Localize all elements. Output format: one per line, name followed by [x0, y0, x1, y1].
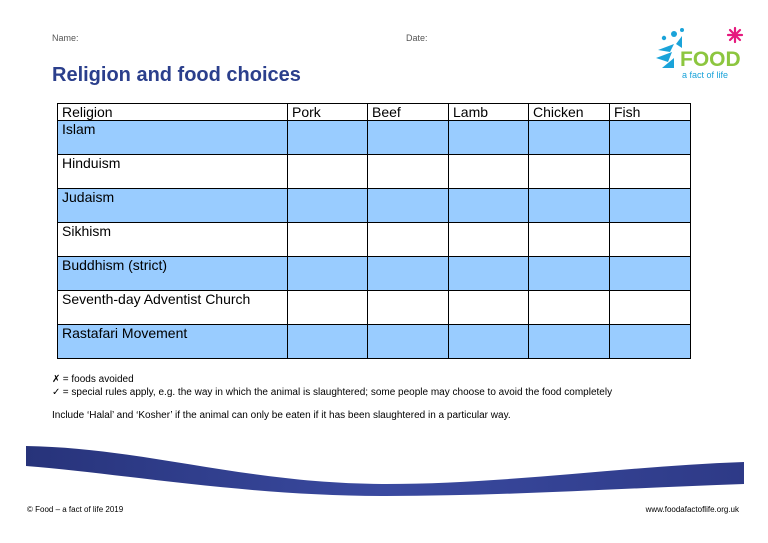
answer-cell[interactable]	[449, 121, 529, 155]
religion-cell: Seventh-day Adventist Church	[58, 291, 288, 325]
answer-cell[interactable]	[368, 223, 449, 257]
answer-cell[interactable]	[529, 325, 610, 359]
logo-word: FOOD	[680, 48, 741, 71]
footer-url[interactable]: www.foodafactoflife.org.uk	[645, 505, 739, 514]
answer-cell[interactable]	[529, 223, 610, 257]
column-header-chicken: Chicken	[529, 104, 610, 121]
column-header-pork: Pork	[288, 104, 368, 121]
answer-cell[interactable]	[529, 189, 610, 223]
religion-cell: Buddhism (strict)	[58, 257, 288, 291]
answer-cell[interactable]	[610, 325, 691, 359]
column-header-religion: Religion	[58, 104, 288, 121]
logo-tagline: a fact of life	[682, 70, 729, 80]
key-avoided	[52, 373, 612, 386]
religion-cell: Hinduism	[58, 155, 288, 189]
cross-icon: ✗	[52, 374, 61, 385]
tick-icon: ✓	[52, 387, 61, 398]
answer-cell[interactable]	[288, 291, 368, 325]
answer-cell[interactable]	[610, 223, 691, 257]
answer-cell[interactable]	[368, 291, 449, 325]
food-a-fact-of-life-logo	[652, 22, 744, 86]
answer-cell[interactable]	[288, 257, 368, 291]
answer-cell[interactable]	[368, 325, 449, 359]
decorative-wave	[26, 444, 744, 496]
key-special-text: = special rules apply, e.g. the way in which the animal is slaughtered; some people may choose to avoid the food completely	[60, 387, 613, 398]
column-header-lamb: Lamb	[449, 104, 529, 121]
table-header-row	[58, 104, 691, 121]
answer-cell[interactable]	[529, 121, 610, 155]
answer-cell[interactable]	[449, 223, 529, 257]
answer-cell[interactable]	[288, 121, 368, 155]
answer-cell[interactable]	[610, 121, 691, 155]
religion-cell: Rastafari Movement	[58, 325, 288, 359]
table-row	[58, 155, 691, 189]
answer-cell[interactable]	[288, 223, 368, 257]
answer-cell[interactable]	[449, 325, 529, 359]
table-row	[58, 257, 691, 291]
page-title: Religion and food choices	[52, 64, 301, 86]
answer-cell[interactable]	[449, 189, 529, 223]
table-row	[58, 189, 691, 223]
answer-cell[interactable]	[529, 291, 610, 325]
answer-cell[interactable]	[610, 291, 691, 325]
answer-cell[interactable]	[449, 291, 529, 325]
name-label: Name:	[52, 33, 79, 43]
answer-cell[interactable]	[288, 189, 368, 223]
answer-cell[interactable]	[610, 257, 691, 291]
column-header-beef: Beef	[368, 104, 449, 121]
table-row	[58, 121, 691, 155]
footer-copyright: © Food – a fact of life 2019	[27, 505, 124, 514]
instruction-note: Include ‘Halal’ and ‘Kosher’ if the animal can only be eaten if it has been slaughtered in a particular way.	[52, 410, 511, 421]
date-label: Date:	[406, 33, 428, 43]
answer-cell[interactable]	[449, 257, 529, 291]
answer-cell[interactable]	[610, 189, 691, 223]
answer-cell[interactable]	[288, 325, 368, 359]
answer-cell[interactable]	[368, 155, 449, 189]
table-row	[58, 325, 691, 359]
answer-cell[interactable]	[368, 257, 449, 291]
answer-cell[interactable]	[288, 155, 368, 189]
table-row	[58, 291, 691, 325]
answer-cell[interactable]	[449, 155, 529, 189]
key-legend	[52, 373, 612, 399]
religion-food-table	[57, 103, 691, 359]
answer-cell[interactable]	[368, 189, 449, 223]
key-avoided-text: = foods avoided	[60, 374, 134, 385]
answer-cell[interactable]	[368, 121, 449, 155]
answer-cell[interactable]	[529, 155, 610, 189]
religion-cell: Islam	[58, 121, 288, 155]
column-header-fish: Fish	[610, 104, 691, 121]
table-row	[58, 223, 691, 257]
religion-cell: Judaism	[58, 189, 288, 223]
answer-cell[interactable]	[610, 155, 691, 189]
answer-cell[interactable]	[529, 257, 610, 291]
asterisk-icon	[728, 28, 742, 42]
key-special	[52, 386, 612, 399]
religion-cell: Sikhism	[58, 223, 288, 257]
